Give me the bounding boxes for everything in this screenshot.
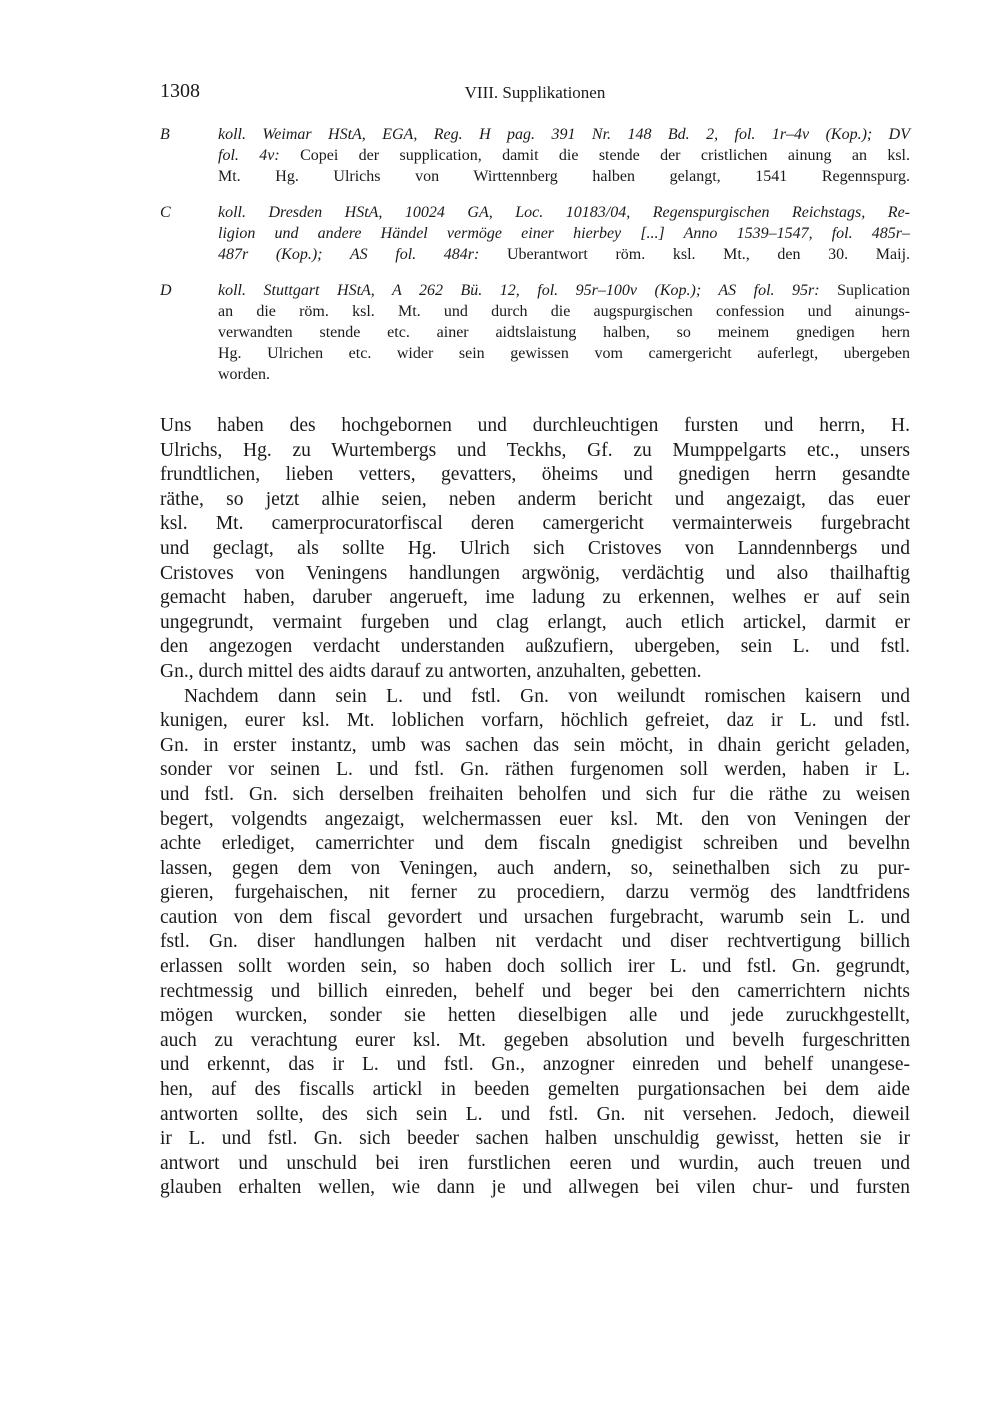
text-line: fstl. Gn. diser handlungen halben nit verdacht und diser rechtvertigung billich <box>160 931 910 953</box>
apparatus-entry <box>160 124 910 187</box>
apparatus-entry <box>160 202 910 265</box>
text-line: auch zu verachtung eurer ksl. Mt. gegeben absolution und bevelh furgeschritten <box>160 1029 910 1051</box>
text-line: erlassen sollt worden sein, so haben doch sollich irer L. und fstl. Gn. gegrundt, <box>160 956 910 978</box>
text-line: ksl. Mt. camerprocuratorfiscal deren camergericht vermainterweis furgebracht <box>160 513 910 535</box>
text-line: glauben erhalten wellen, wie dann je und allwegen bei vilen chur- und fursten <box>160 1177 910 1199</box>
text-line: caution von dem fiscal gevordert und ursachen furgebracht, warumb sein L. und <box>160 906 910 928</box>
running-title: VIII. Supplikationen <box>464 83 606 102</box>
description-text: Suplication <box>819 282 910 299</box>
description-text: Copei der supplication, damit die stende der cristlichen ainung an ksl. <box>279 147 910 164</box>
text-line: hen, auf des fiscalls artickl in beeden gemelten purgationsachen bei dem aide <box>160 1079 910 1101</box>
citation-text: koll. Stuttgart HStA, A 262 Bü. 12, fol. 95r–100v (Kop.); AS fol. 95r: <box>218 282 820 299</box>
apparatus-line <box>218 145 910 166</box>
text-line: ir L. und fstl. Gn. sich beeder sachen halben unschuldig gewisst, hetten sie ir <box>160 1128 910 1150</box>
apparatus-line <box>218 364 910 385</box>
text-line: den angezogen verdacht understanden außzufiern, ubergeben, sein L. und fstl. <box>160 636 910 658</box>
description-text: verwandten stende etc. ainer aidtslaistung halben, so meinem gnedigen hern <box>218 324 910 341</box>
text-line: lassen, gegen dem von Veningen, auch andern, so, seinethalben sich zu pur- <box>160 857 910 879</box>
siglum: C <box>160 204 171 221</box>
text-line: antwort und unschuld bei iren furstlichen eeren und wurdin, auch treuen und <box>160 1152 910 1174</box>
apparatus-line <box>218 343 910 364</box>
description-text: an die röm. ksl. Mt. und durch die augspurgischen confession und ainungs- <box>218 303 910 320</box>
citation-text: koll. Weimar HStA, EGA, Reg. H pag. 391 Nr. 148 Bd. 2, fol. 1r–4v (Kop.); DV <box>218 126 910 143</box>
citation-text: koll. Dresden HStA, 10024 GA, Loc. 10183/04, Regenspurgischen Reichstags, Re- <box>218 204 910 221</box>
text-line: Nachdem dann sein L. und fstl. Gn. von weilundt romischen kaisern und <box>184 685 910 707</box>
text-line: und geclagt, als sollte Hg. Ulrich sich Cristoves von Lanndennbergs und <box>160 537 910 559</box>
apparatus-line <box>218 202 910 223</box>
text-line: und fstl. Gn. sich derselben freihaiten beholfen und sich fur die räthe zu weisen <box>160 783 910 805</box>
siglum: B <box>160 126 170 143</box>
apparatus-text <box>218 202 910 265</box>
apparatus-line <box>218 322 910 343</box>
text-line: Gn., durch mittel des aidts darauf zu antworten, anzuhalten, gebetten. <box>160 660 702 682</box>
apparatus-entry <box>160 280 910 385</box>
text-line: begert, volgendts angezaigt, welchermassen euer ksl. Mt. den von Veningen der <box>160 808 910 830</box>
text-line: Uns haben des hochgebornen und durchleuchtigen fursten und herrn, H. <box>160 415 910 436</box>
paragraph <box>160 685 910 1201</box>
apparatus-text <box>218 124 910 187</box>
apparatus-line <box>218 244 910 265</box>
description-text: Uberantwort röm. ksl. Mt., den 30. Maij. <box>479 246 911 263</box>
description-text: Hg. Ulrichen etc. wider sein gewissen vom camergericht auferlegt, ubergeben <box>218 345 910 362</box>
citation-text: ligion und andere Händel vermöge einer hierbey [...] Anno 1539–1547, fol. 485r– <box>218 225 910 242</box>
text-line: gemacht haben, daruber angerueft, ime ladung zu erkennen, welhes er auf sein <box>160 587 910 609</box>
apparatus-line <box>218 166 910 187</box>
text-line: ungegrundt, vermaint furgeben und clag erlangt, auch etlich artickel, darmit er <box>160 611 910 633</box>
citation-text: 487r (Kop.); AS fol. 484r: <box>218 246 480 263</box>
text-line: räthe, so jetzt alhie seien, neben anderm bericht und angezaigt, das euer <box>160 488 910 510</box>
apparatus-line <box>218 124 910 145</box>
text-line: achte erlediget, camerrichter und dem fiscaln gnedigist schreiben und bevelhn <box>160 833 910 855</box>
description-text: worden. <box>218 366 270 383</box>
text-line: sonder vor seinen L. und fstl. Gn. räthen furgenomen soll werden, haben ir L. <box>160 759 910 781</box>
apparatus-line <box>218 223 910 244</box>
text-line: frundtlichen, lieben vetters, gevatters, öheims und gnedigen herrn gesandte <box>160 464 910 486</box>
paragraph <box>160 414 910 685</box>
citation-text: fol. 4v: <box>218 147 280 164</box>
text-line: kunigen, eurer ksl. Mt. loblichen vorfarn, höchlich gefreiet, daz ir L. und fstl. <box>160 710 910 732</box>
description-text: Mt. Hg. Ulrichs von Wirttennberg halben gelangt, 1541 Regennspurg. <box>218 168 910 185</box>
running-header <box>160 80 910 106</box>
text-line: Ulrichs, Hg. zu Wurtembergs und Teckhs, Gf. zu Mumppelgarts etc., unsers <box>160 439 910 461</box>
text-line: gieren, furgehaischen, nit ferner zu procediern, darzu vermög des landtfridens <box>160 882 910 904</box>
apparatus-line <box>218 280 910 301</box>
text-line: mögen wurcken, sonder sie hetten dieselbigen alle und jede zuruckhgestellt, <box>160 1005 910 1027</box>
page-number: 1308 <box>160 80 200 102</box>
apparatus-text <box>218 280 910 385</box>
apparatus-line <box>218 301 910 322</box>
text-line: Cristoves von Veningens handlungen argwönig, verdächtig und also thailhaftig <box>160 562 910 584</box>
source-apparatus <box>160 124 910 400</box>
text-line: Gn. in erster instantz, umb was sachen das sein möcht, in dhain gericht geladen, <box>160 734 910 756</box>
text-line: antworten sollte, des sich sein L. und fstl. Gn. nit versehen. Jedoch, dieweil <box>160 1103 910 1125</box>
text-line: und erkennt, das ir L. und fstl. Gn., anzogner einreden und behelf unangese- <box>160 1054 910 1076</box>
siglum: D <box>160 282 172 299</box>
main-text <box>160 414 910 1201</box>
text-line: rechtmessig und billich einreden, behelf und beger bei den camerrichtern nichts <box>160 980 910 1002</box>
